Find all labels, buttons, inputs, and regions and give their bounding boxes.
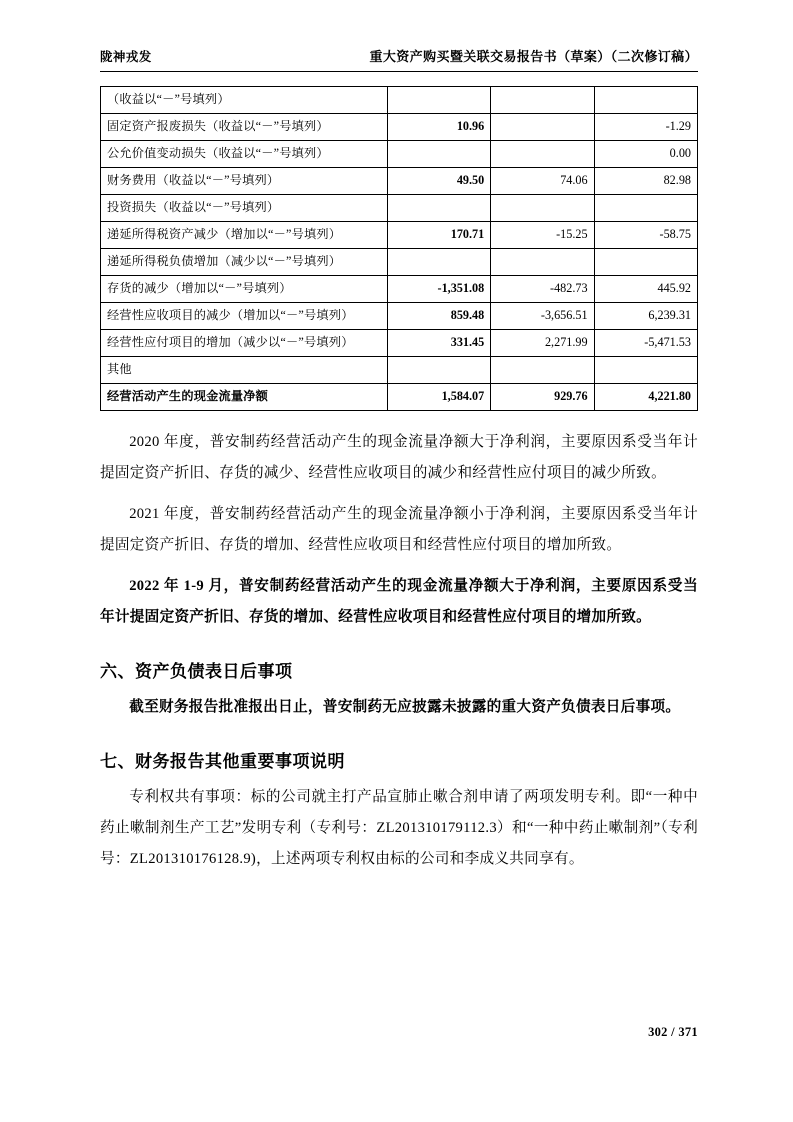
row-value-2: -3,656.51 — [491, 303, 594, 330]
table-row — [101, 114, 698, 141]
row-value-2 — [491, 141, 594, 168]
row-value-2: 2,271.99 — [491, 330, 594, 357]
cash-flow-table — [100, 86, 698, 411]
row-value-1: 331.45 — [387, 330, 490, 357]
table-row — [101, 357, 698, 384]
row-label: 公允价值变动损失（收益以“－”号填列） — [101, 141, 388, 168]
paragraph-2022: 2022 年 1-9 月，普安制药经营活动产生的现金流量净额大于净利润，主要原因系受当年计提固定资产折旧、存货的增加、经营性应收项目和经营性应付项目的增加所致。 — [100, 578, 698, 625]
row-value-2 — [491, 114, 594, 141]
row-value-1: 1,584.07 — [387, 384, 490, 411]
paragraph-2021: 2021 年度，普安制药经营活动产生的现金流量净额小于净利润，主要原因系受当年计提固定资产折旧、存货的增加、经营性应收项目和经营性应付项目的增加所致。 — [100, 506, 698, 553]
row-value-3: 445.92 — [594, 276, 697, 303]
row-value-1: 170.71 — [387, 222, 490, 249]
row-value-2 — [491, 195, 594, 222]
row-value-3 — [594, 249, 697, 276]
spacer — [100, 411, 698, 427]
header-divider — [100, 71, 698, 72]
row-label: 经营活动产生的现金流量净额 — [101, 384, 388, 411]
row-value-1: 10.96 — [387, 114, 490, 141]
row-value-1 — [387, 249, 490, 276]
paragraph-2020: 2020 年度，普安制药经营活动产生的现金流量净额大于净利润，主要原因系受当年计提固定资产折旧、存货的减少、经营性应收项目的减少和经营性应付项目的减少所致。 — [100, 434, 698, 481]
row-value-1: -1,351.08 — [387, 276, 490, 303]
row-value-2: 929.76 — [491, 384, 594, 411]
row-value-2: 74.06 — [491, 168, 594, 195]
row-value-1 — [387, 87, 490, 114]
row-value-2 — [491, 249, 594, 276]
section-heading-six: 六、资产负债表日后事项 — [100, 662, 293, 681]
row-label: 存货的减少（增加以“－”号填列） — [101, 276, 388, 303]
row-value-2: -482.73 — [491, 276, 594, 303]
row-value-1: 859.48 — [387, 303, 490, 330]
table-row — [101, 195, 698, 222]
paragraph-subsequent-events: 截至财务报告批准报出日止，普安制药无应披露未披露的重大资产负债表日后事项。 — [129, 699, 681, 715]
header-company-name: 陇神戎发 — [100, 50, 152, 64]
row-label: 固定资产报废损失（收益以“－”号填列） — [101, 114, 388, 141]
table-row — [101, 276, 698, 303]
row-value-2 — [491, 87, 594, 114]
table-row — [101, 249, 698, 276]
row-value-3: -5,471.53 — [594, 330, 697, 357]
row-value-3: -58.75 — [594, 222, 697, 249]
spacer — [100, 489, 698, 499]
row-label: 递延所得税资产减少（增加以“－”号填列） — [101, 222, 388, 249]
row-value-3 — [594, 195, 697, 222]
row-value-1 — [387, 195, 490, 222]
row-value-1: 49.50 — [387, 168, 490, 195]
table-row — [101, 141, 698, 168]
row-value-2 — [491, 357, 594, 384]
row-label: （收益以“－”号填列） — [101, 87, 388, 114]
page-number: 302 / 371 — [648, 1025, 698, 1039]
table-row — [101, 330, 698, 357]
row-label: 经营性应收项目的减少（增加以“－”号填列） — [101, 303, 388, 330]
paragraph-patent-rights: 专利权共有事项：标的公司就主打产品宣肺止嗽合剂申请了两项发明专利。即“一种中药止嗽制剂生产工艺”发明专利（专利号：ZL201310179112.3）和“一种中药止嗽制剂”（专利号：ZL201310176128.9)，上述两项专利权由标的公司和李成义共同享有。 — [100, 789, 698, 867]
table-row — [101, 168, 698, 195]
row-label: 其他 — [101, 357, 388, 384]
row-value-3 — [594, 357, 697, 384]
section-heading-seven: 七、财务报告其他重要事项说明 — [100, 752, 345, 771]
table-row — [101, 303, 698, 330]
row-label: 经营性应付项目的增加（减少以“－”号填列） — [101, 330, 388, 357]
row-value-1 — [387, 357, 490, 384]
row-label: 财务费用（收益以“－”号填列） — [101, 168, 388, 195]
row-value-1 — [387, 141, 490, 168]
page-header — [100, 46, 698, 71]
row-value-3: 0.00 — [594, 141, 697, 168]
header-document-title: 重大资产购买暨关联交易报告书（草案）（二次修订稿） — [369, 49, 698, 64]
row-label: 投资损失（收益以“－”号填列） — [101, 195, 388, 222]
row-value-2: -15.25 — [491, 222, 594, 249]
row-value-3: 82.98 — [594, 168, 697, 195]
page-content — [100, 46, 698, 875]
table-row — [101, 87, 698, 114]
row-value-3: 4,221.80 — [594, 384, 697, 411]
row-value-3 — [594, 87, 697, 114]
row-label: 递延所得税负债增加（减少以“－”号填列） — [101, 249, 388, 276]
row-value-3: 6,239.31 — [594, 303, 697, 330]
spacer — [100, 561, 698, 571]
row-value-3: -1.29 — [594, 114, 697, 141]
table-row-total — [101, 384, 698, 411]
table-row — [101, 222, 698, 249]
